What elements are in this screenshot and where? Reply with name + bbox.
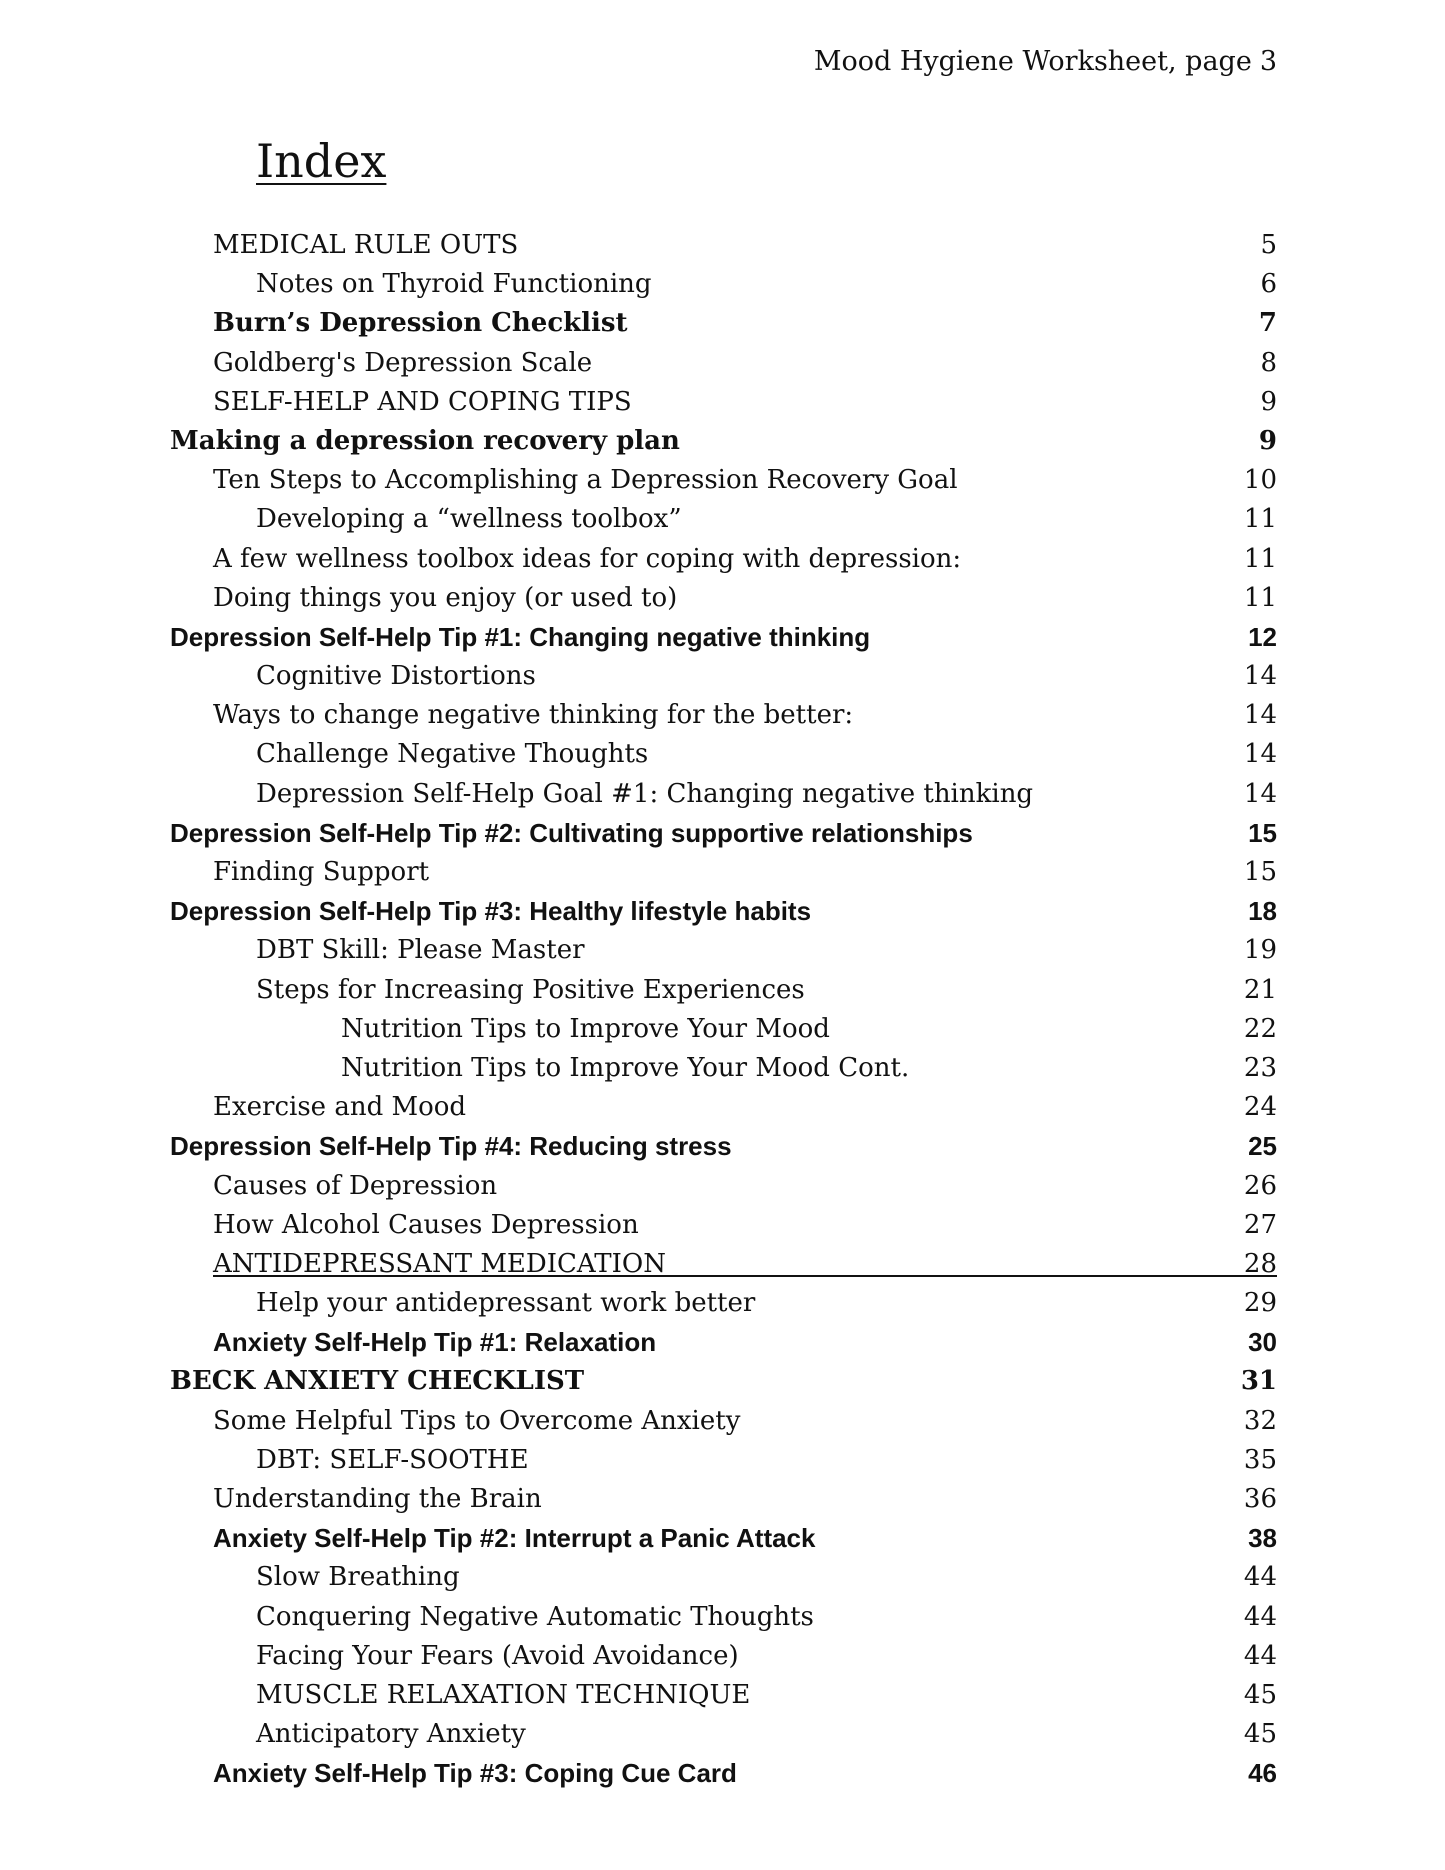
- index-entry-title: Conquering Negative Automatic Thoughts: [256, 1601, 814, 1632]
- index-entry-page-number: 36: [1243, 1484, 1277, 1514]
- index-entry-page-number: 24: [1243, 1092, 1277, 1123]
- index-entry[interactable]: [0, 344, 1445, 383]
- index-entry[interactable]: [0, 696, 1445, 735]
- index-entry-title: Burn’s Depression Checklist: [213, 308, 628, 339]
- index-entry[interactable]: [0, 814, 1445, 853]
- index-entry-title: MUSCLE RELAXATION TECHNIQUE: [256, 1679, 751, 1710]
- index-entry[interactable]: [0, 1754, 1445, 1793]
- index-entry[interactable]: [0, 304, 1445, 343]
- index-entry-title: DBT: SELF-SOOTHE: [256, 1444, 529, 1475]
- index-entry[interactable]: [0, 461, 1445, 500]
- index-entry-page-number: 7: [1258, 308, 1277, 339]
- index-entry[interactable]: [0, 735, 1445, 774]
- index-entry[interactable]: [0, 579, 1445, 618]
- header-title: Mood Hygiene Worksheet, page: [813, 46, 1252, 77]
- index-entry-page-number: 11: [1243, 543, 1277, 574]
- index-entry-page-number: 14: [1243, 700, 1277, 731]
- index-entry-page-number: 12: [1248, 621, 1277, 652]
- index-entry-title: Nutrition Tips to Improve Your Mood Cont.: [341, 1052, 910, 1083]
- index-entry[interactable]: [0, 383, 1445, 422]
- index-entry-title: Some Helpful Tips to Overcome Anxiety: [213, 1405, 741, 1436]
- index-entry[interactable]: [0, 1206, 1445, 1245]
- index-entry-title: Depression Self-Help Goal #1: Changing negative thinking: [256, 778, 1034, 809]
- index-entry-title: Depression Self-Help Tip #3: Healthy lifestyle habits: [170, 896, 812, 927]
- index-entry-page-number: 44: [1243, 1640, 1277, 1671]
- index-entry-title: SELF-HELP AND COPING TIPS: [213, 386, 632, 417]
- index-entry-page-number: 14: [1243, 739, 1277, 770]
- index-entry[interactable]: [0, 1715, 1445, 1754]
- index-entry[interactable]: [0, 1167, 1445, 1206]
- index-entry[interactable]: [0, 226, 1445, 265]
- index-entry-page-number: 26: [1243, 1170, 1277, 1201]
- index-entry-page-number: 15: [1243, 857, 1277, 887]
- index-entry-title: Facing Your Fears (Avoid Avoidance): [256, 1640, 739, 1671]
- index-entry-page-number: 10: [1243, 465, 1277, 496]
- index-entry-title: How Alcohol Causes Depression: [213, 1209, 639, 1240]
- index-entry-title: DBT Skill: Please Master: [256, 935, 585, 966]
- index-entry-page-number: 9: [1258, 425, 1277, 456]
- index-entry-page-number: 6: [1260, 269, 1277, 300]
- index-entry-page-number: 27: [1243, 1209, 1277, 1240]
- index-entry-title: Cognitive Distortions: [256, 661, 536, 692]
- index-entry[interactable]: [0, 1558, 1445, 1597]
- index-entry-title: Help your antidepressant work better: [256, 1288, 756, 1319]
- index-entry-page-number: 9: [1260, 386, 1277, 417]
- index-entry-page-number: 14: [1243, 778, 1277, 809]
- index-entry-title: Nutrition Tips to Improve Your Mood: [341, 1013, 830, 1044]
- index-entry-title: Exercise and Mood: [213, 1092, 467, 1123]
- index-entry-title: BECK ANXIETY CHECKLIST: [170, 1366, 585, 1397]
- index-entry-page-number: 45: [1243, 1719, 1277, 1750]
- index-entry-page-number: 29: [1243, 1288, 1277, 1319]
- index-entry-page-number: 8: [1260, 347, 1277, 378]
- index-entry-title: Ways to change negative thinking for the better:: [213, 700, 854, 731]
- index-entry[interactable]: [0, 1049, 1445, 1088]
- index-entry-title: Challenge Negative Thoughts: [256, 739, 649, 770]
- index-entry-page-number: 11: [1243, 582, 1277, 613]
- index-entry-title: Anxiety Self-Help Tip #1: Relaxation: [213, 1327, 657, 1358]
- index-entry-page-number: 32: [1243, 1405, 1277, 1436]
- index-entry-title: ANTIDEPRESSANT MEDICATION: [213, 1248, 666, 1279]
- index-entry-page-number: 44: [1243, 1601, 1277, 1632]
- index-entry[interactable]: [0, 1598, 1445, 1637]
- index-entry[interactable]: [0, 500, 1445, 539]
- index-entry-page-number: 46: [1248, 1758, 1277, 1789]
- index-entry[interactable]: [0, 1323, 1445, 1362]
- index-entry[interactable]: [0, 1637, 1445, 1676]
- index-entry[interactable]: [0, 931, 1445, 970]
- index-entry-title: Understanding the Brain: [213, 1484, 542, 1514]
- index-entry[interactable]: [0, 1088, 1445, 1127]
- index-list: [0, 226, 1445, 1794]
- index-entry[interactable]: [0, 1127, 1445, 1166]
- index-entry-page-number: 28: [1243, 1248, 1277, 1279]
- index-entry[interactable]: [0, 657, 1445, 696]
- index-entry-page-number: 5: [1260, 230, 1277, 260]
- index-entry-title: Slow Breathing: [256, 1562, 460, 1593]
- page-header: [814, 46, 1277, 77]
- index-entry-page-number: 35: [1243, 1444, 1277, 1475]
- index-entry[interactable]: [0, 775, 1445, 814]
- index-entry-page-number: 14: [1243, 661, 1277, 692]
- index-entry-page-number: 31: [1240, 1366, 1277, 1397]
- index-entry-title: MEDICAL RULE OUTS: [213, 230, 519, 260]
- index-entry[interactable]: [0, 892, 1445, 931]
- index-entry-title: Anxiety Self-Help Tip #2: Interrupt a Panic Attack: [213, 1523, 816, 1554]
- index-entry-page-number: 38: [1248, 1523, 1277, 1554]
- index-entry-page-number: 15: [1248, 817, 1277, 848]
- index-entry-title: A few wellness toolbox ideas for coping with depression:: [213, 543, 962, 574]
- index-entry[interactable]: [0, 618, 1445, 657]
- index-entry-title: Anticipatory Anxiety: [256, 1719, 526, 1750]
- index-entry-title: Notes on Thyroid Functioning: [256, 269, 652, 300]
- index-entry-title: Goldberg's Depression Scale: [213, 347, 593, 378]
- index-entry-page-number: 23: [1243, 1052, 1277, 1083]
- index-entry-title: Steps for Increasing Positive Experiences: [256, 974, 805, 1005]
- index-entry[interactable]: [0, 1519, 1445, 1558]
- header-page-number: 3: [1259, 46, 1277, 77]
- index-entry[interactable]: [0, 1362, 1445, 1401]
- index-entry-page-number: 25: [1248, 1131, 1277, 1162]
- index-entry[interactable]: [0, 1676, 1445, 1715]
- index-entry-title: Finding Support: [213, 857, 430, 887]
- index-entry-page-number: 21: [1243, 974, 1277, 1005]
- index-entry-title: Depression Self-Help Tip #4: Reducing stress: [170, 1131, 732, 1162]
- index-entry-title: Anxiety Self-Help Tip #3: Coping Cue Card: [213, 1758, 737, 1789]
- index-entry-title: Making a depression recovery plan: [170, 425, 680, 456]
- index-entry-title: Depression Self-Help Tip #1: Changing negative thinking: [170, 621, 871, 652]
- index-entry[interactable]: [0, 971, 1445, 1010]
- index-entry-title: Depression Self-Help Tip #2: Cultivating supportive relationships: [170, 817, 973, 848]
- index-entry-page-number: 11: [1243, 504, 1277, 535]
- index-entry[interactable]: [0, 1284, 1445, 1323]
- index-entry[interactable]: [0, 1010, 1445, 1049]
- index-entry[interactable]: [0, 540, 1445, 579]
- index-entry-page-number: 44: [1243, 1562, 1277, 1593]
- index-entry-page-number: 45: [1243, 1679, 1277, 1710]
- index-entry[interactable]: [0, 1480, 1445, 1519]
- index-entry-page-number: 30: [1248, 1327, 1277, 1358]
- index-entry-page-number: 18: [1248, 896, 1277, 927]
- index-entry[interactable]: [0, 1402, 1445, 1441]
- index-title: Index: [256, 134, 387, 188]
- index-entry-title: Causes of Depression: [213, 1170, 498, 1201]
- index-entry-page-number: 19: [1243, 935, 1277, 966]
- index-entry-title: Ten Steps to Accomplishing a Depression Recovery Goal: [213, 465, 958, 496]
- index-entry[interactable]: [0, 422, 1445, 461]
- index-entry-title: Developing a “wellness toolbox”: [256, 504, 682, 535]
- index-entry[interactable]: [0, 265, 1445, 304]
- index-entry[interactable]: [0, 1441, 1445, 1480]
- index-entry-title: Doing things you enjoy (or used to): [213, 582, 678, 613]
- index-entry[interactable]: [0, 853, 1445, 892]
- index-entry[interactable]: [0, 1245, 1445, 1284]
- index-entry-page-number: 22: [1243, 1013, 1277, 1044]
